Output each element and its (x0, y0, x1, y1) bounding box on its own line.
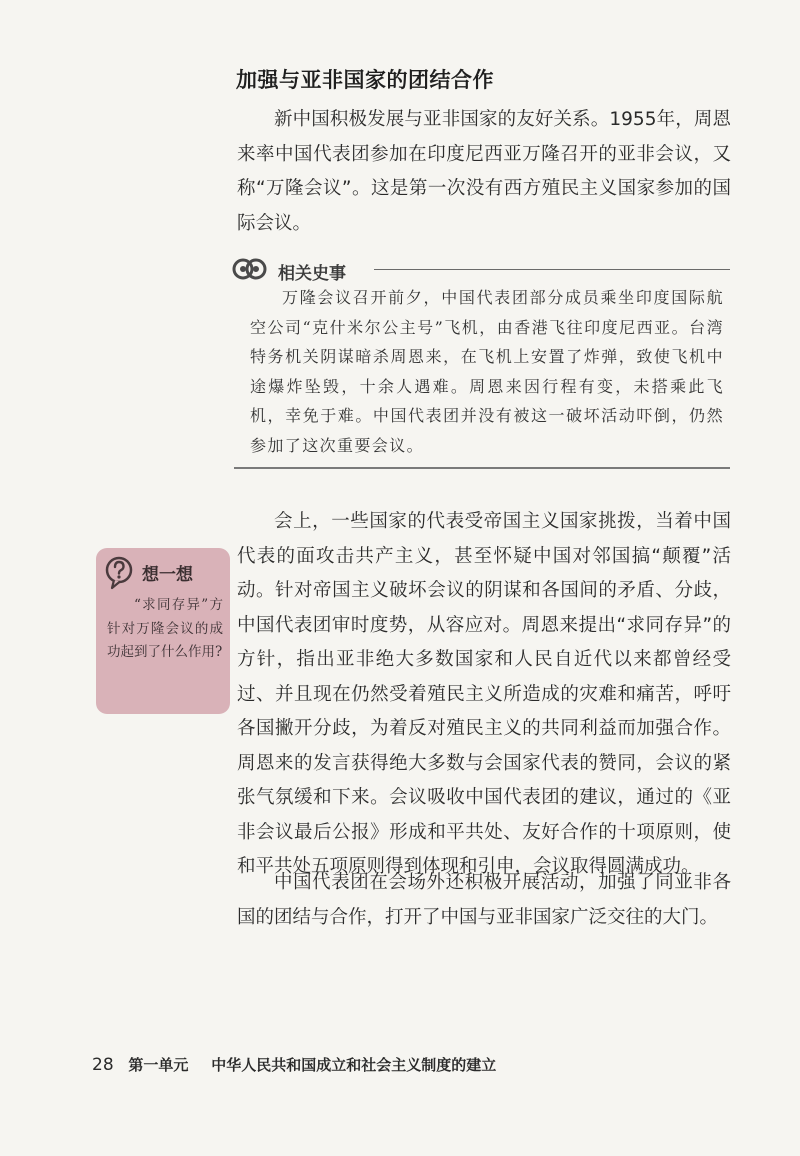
unit-name: 第一单元 (128, 1056, 189, 1074)
paragraph-intro: 新中国积极发展与亚非国家的友好关系。1955年，周恩来率中国代表团参加在印度尼西亚万隆召开的亚非会议，又称“万隆会议”。这是第一次没有西方殖民主义国家参加的国际会议。 (237, 109, 731, 234)
related-history-body: 万隆会议召开前夕，中国代表团部分成员乘坐印度国际航空公司“克什米尔公主号”飞机，由香港飞往印度尼西亚。台湾特务机关阴谋暗杀周恩来，在飞机上安置了炸弹，致使飞机中途爆炸坠毁，十余人遇难。周恩来因行程有变，未搭乘此飞机，幸免于难。中国代表团并没有被这一破坏活动吓倒，仍然参加了这次重要会议。 (250, 288, 724, 455)
think-sidebar (96, 548, 230, 714)
page-number: 28 (92, 1055, 114, 1075)
section-title: 加强与亚非国家的团结合作 (236, 68, 494, 92)
related-history-rule (374, 269, 730, 270)
related-history-header (232, 252, 730, 286)
paragraph-conference: 会上，一些国家的代表受帝国主义国家挑拨，当着中国代表的面攻击共产主义，甚至怀疑中国对邻国搞“颠覆”活动。针对帝国主义破坏会议的阴谋和各国间的矛盾、分歧，中国代表团审时度势，从容应对。周恩来提出“求同存异”的方针，指出亚非绝大多数国家和人民自近代以来都曾经受过、并且现在仍然受着殖民主义所造成的灾难和痛苦，呼吁各国撇开分歧，为着反对殖民主义的共同利益而加强合作。周恩来的发言获得绝大多数与会国家代表的赞同，会议的紧张气氛缓和下来。会议吸收中国代表团的建议，通过的《亚非会议最后公报》形成和平共处、友好合作的十项原则，使和平共处五项原则得到体现和引申，会议取得圆满成功。 (237, 511, 731, 877)
related-history-icon (232, 254, 268, 284)
related-history-bottom-rule (234, 467, 730, 469)
think-question: “求同存异”方针对万隆会议的成功起到了什么作用? (107, 597, 223, 660)
page-footer (92, 1054, 496, 1075)
paragraph-outreach: 中国代表团在会场外还积极开展活动，加强了同亚非各国的团结与合作，打开了中国与亚非国家广泛交往的大门。 (237, 872, 731, 928)
related-history-title: 相关史事 (278, 264, 346, 284)
question-bubble-icon (105, 556, 133, 590)
think-title: 想一想 (142, 565, 193, 585)
chapter-name: 中华人民共和国成立和社会主义制度的建立 (211, 1056, 497, 1074)
